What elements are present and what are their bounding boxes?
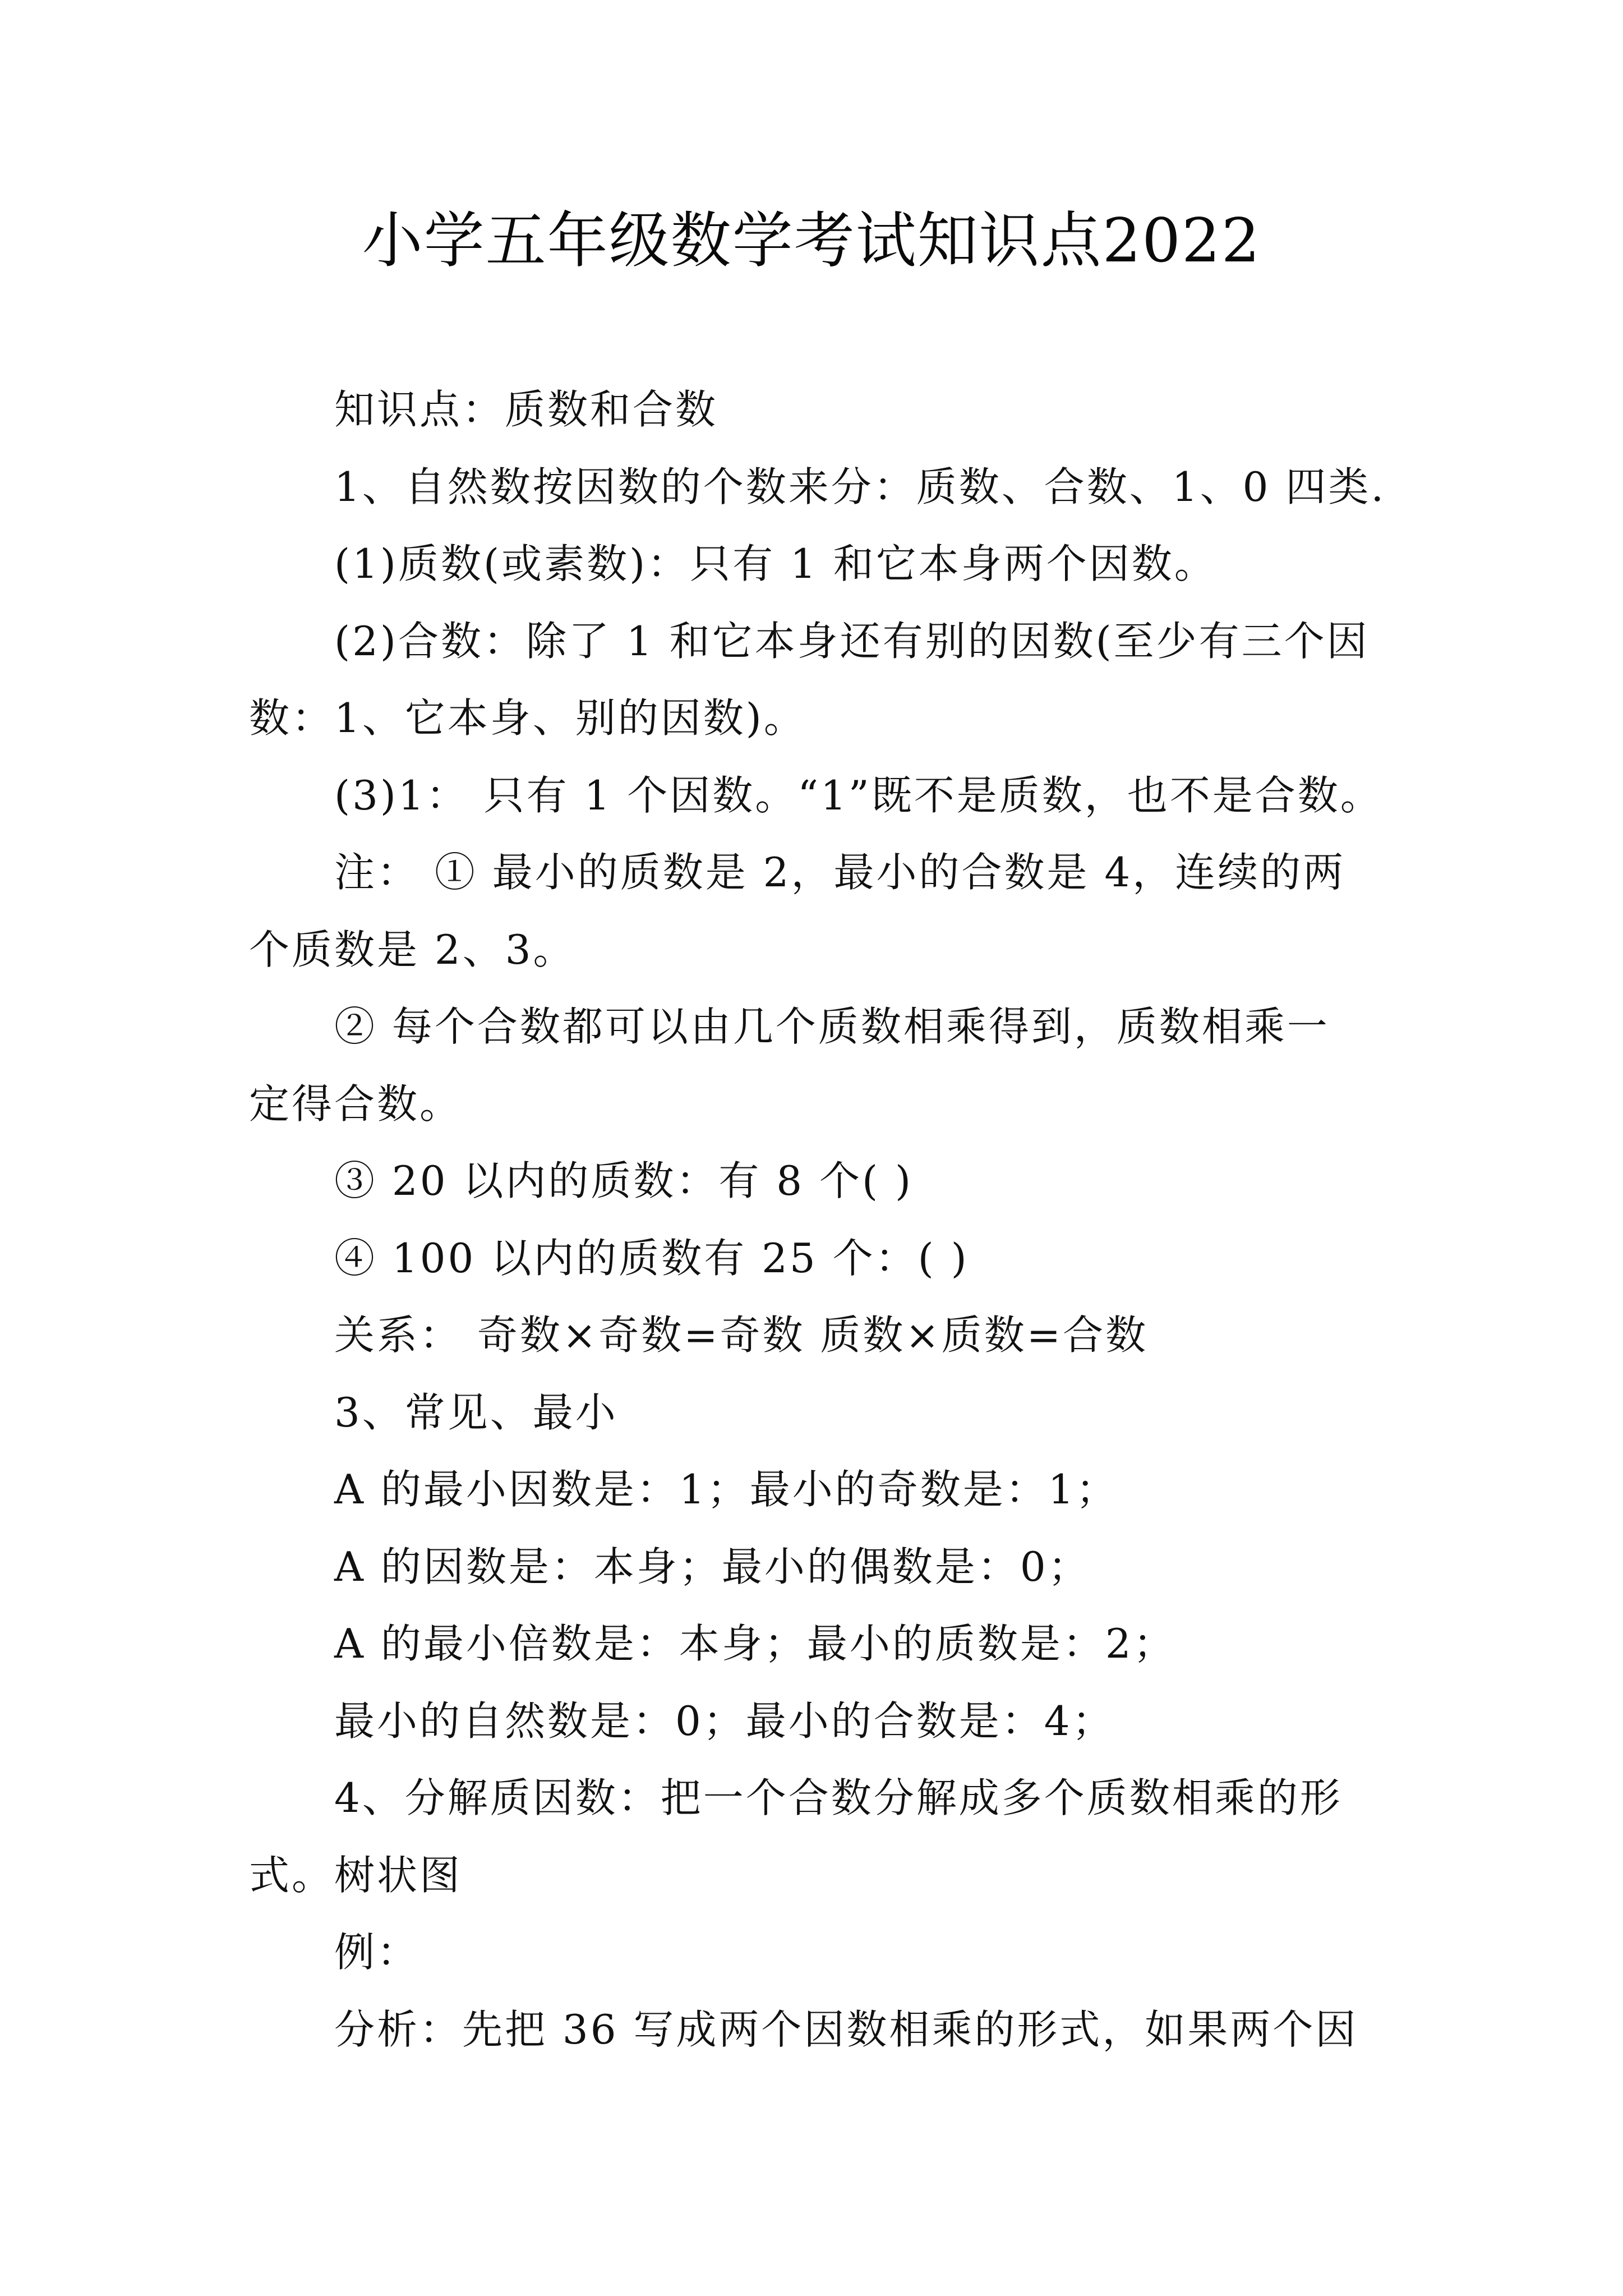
document-body <box>249 371 1386 2068</box>
paragraph-line-continued: 式。树状图 <box>249 1851 463 1899</box>
paragraph-line: (2)合数：除了 1 和它本身还有别的因数(至少有三个因 <box>334 617 1370 665</box>
paragraph-line: 知识点：质数和合数 <box>334 386 718 433</box>
paragraph-line: (1)质数(或素数)：只有 1 和它本身两个因数。 <box>334 540 1217 587</box>
paragraph-line: A 的最小倍数是：本身；最小的质数是：2； <box>334 1620 1176 1667</box>
paragraph-line: 注： ① 最小的质数是 2，最小的合数是 4，连续的两 <box>334 849 1346 896</box>
paragraph-line: 1、自然数按因数的个数来分：质数、合数、1、0 四类. <box>334 463 1386 510</box>
paragraph-line-continued: 定得合数。 <box>249 1080 463 1128</box>
page-title: 小学五年级数学考试知识点2022 <box>362 206 1261 276</box>
paragraph-line: 3、常见、最小 <box>334 1388 618 1436</box>
paragraph-line-continued: 数：1、它本身、别的因数)。 <box>249 694 806 742</box>
paragraph-line: A 的最小因数是：1；最小的奇数是：1； <box>334 1466 1119 1513</box>
paragraph-line: 最小的自然数是：0；最小的合数是：4； <box>334 1697 1115 1745</box>
paragraph-line: ② 每个合数都可以由几个质数相乘得到，质数相乘一 <box>334 1003 1330 1050</box>
paragraph-line: A 的因数是：本身；最小的偶数是：0； <box>334 1543 1091 1590</box>
paragraph-line: 例： <box>334 1929 420 1976</box>
paragraph-line: ③ 20 以内的质数：有 8 个( ) <box>334 1157 914 1204</box>
paragraph-line: 分析：先把 36 写成两个因数相乘的形式，如果两个因 <box>334 2005 1358 2053</box>
paragraph-line-continued: 个质数是 2、3。 <box>249 926 576 973</box>
paragraph-line: 4、分解质因数：把一个合数分解成多个质数相乘的形 <box>334 1774 1343 1821</box>
paragraph-line: (3)1： 只有 1 个因数。“1”既不是质数，也不是合数。 <box>334 771 1383 819</box>
paragraph-line: ④ 100 以内的质数有 25 个：( ) <box>334 1234 969 1282</box>
paragraph-line: 关系： 奇数×奇数=奇数 质数×质数=合数 <box>334 1312 1149 1359</box>
